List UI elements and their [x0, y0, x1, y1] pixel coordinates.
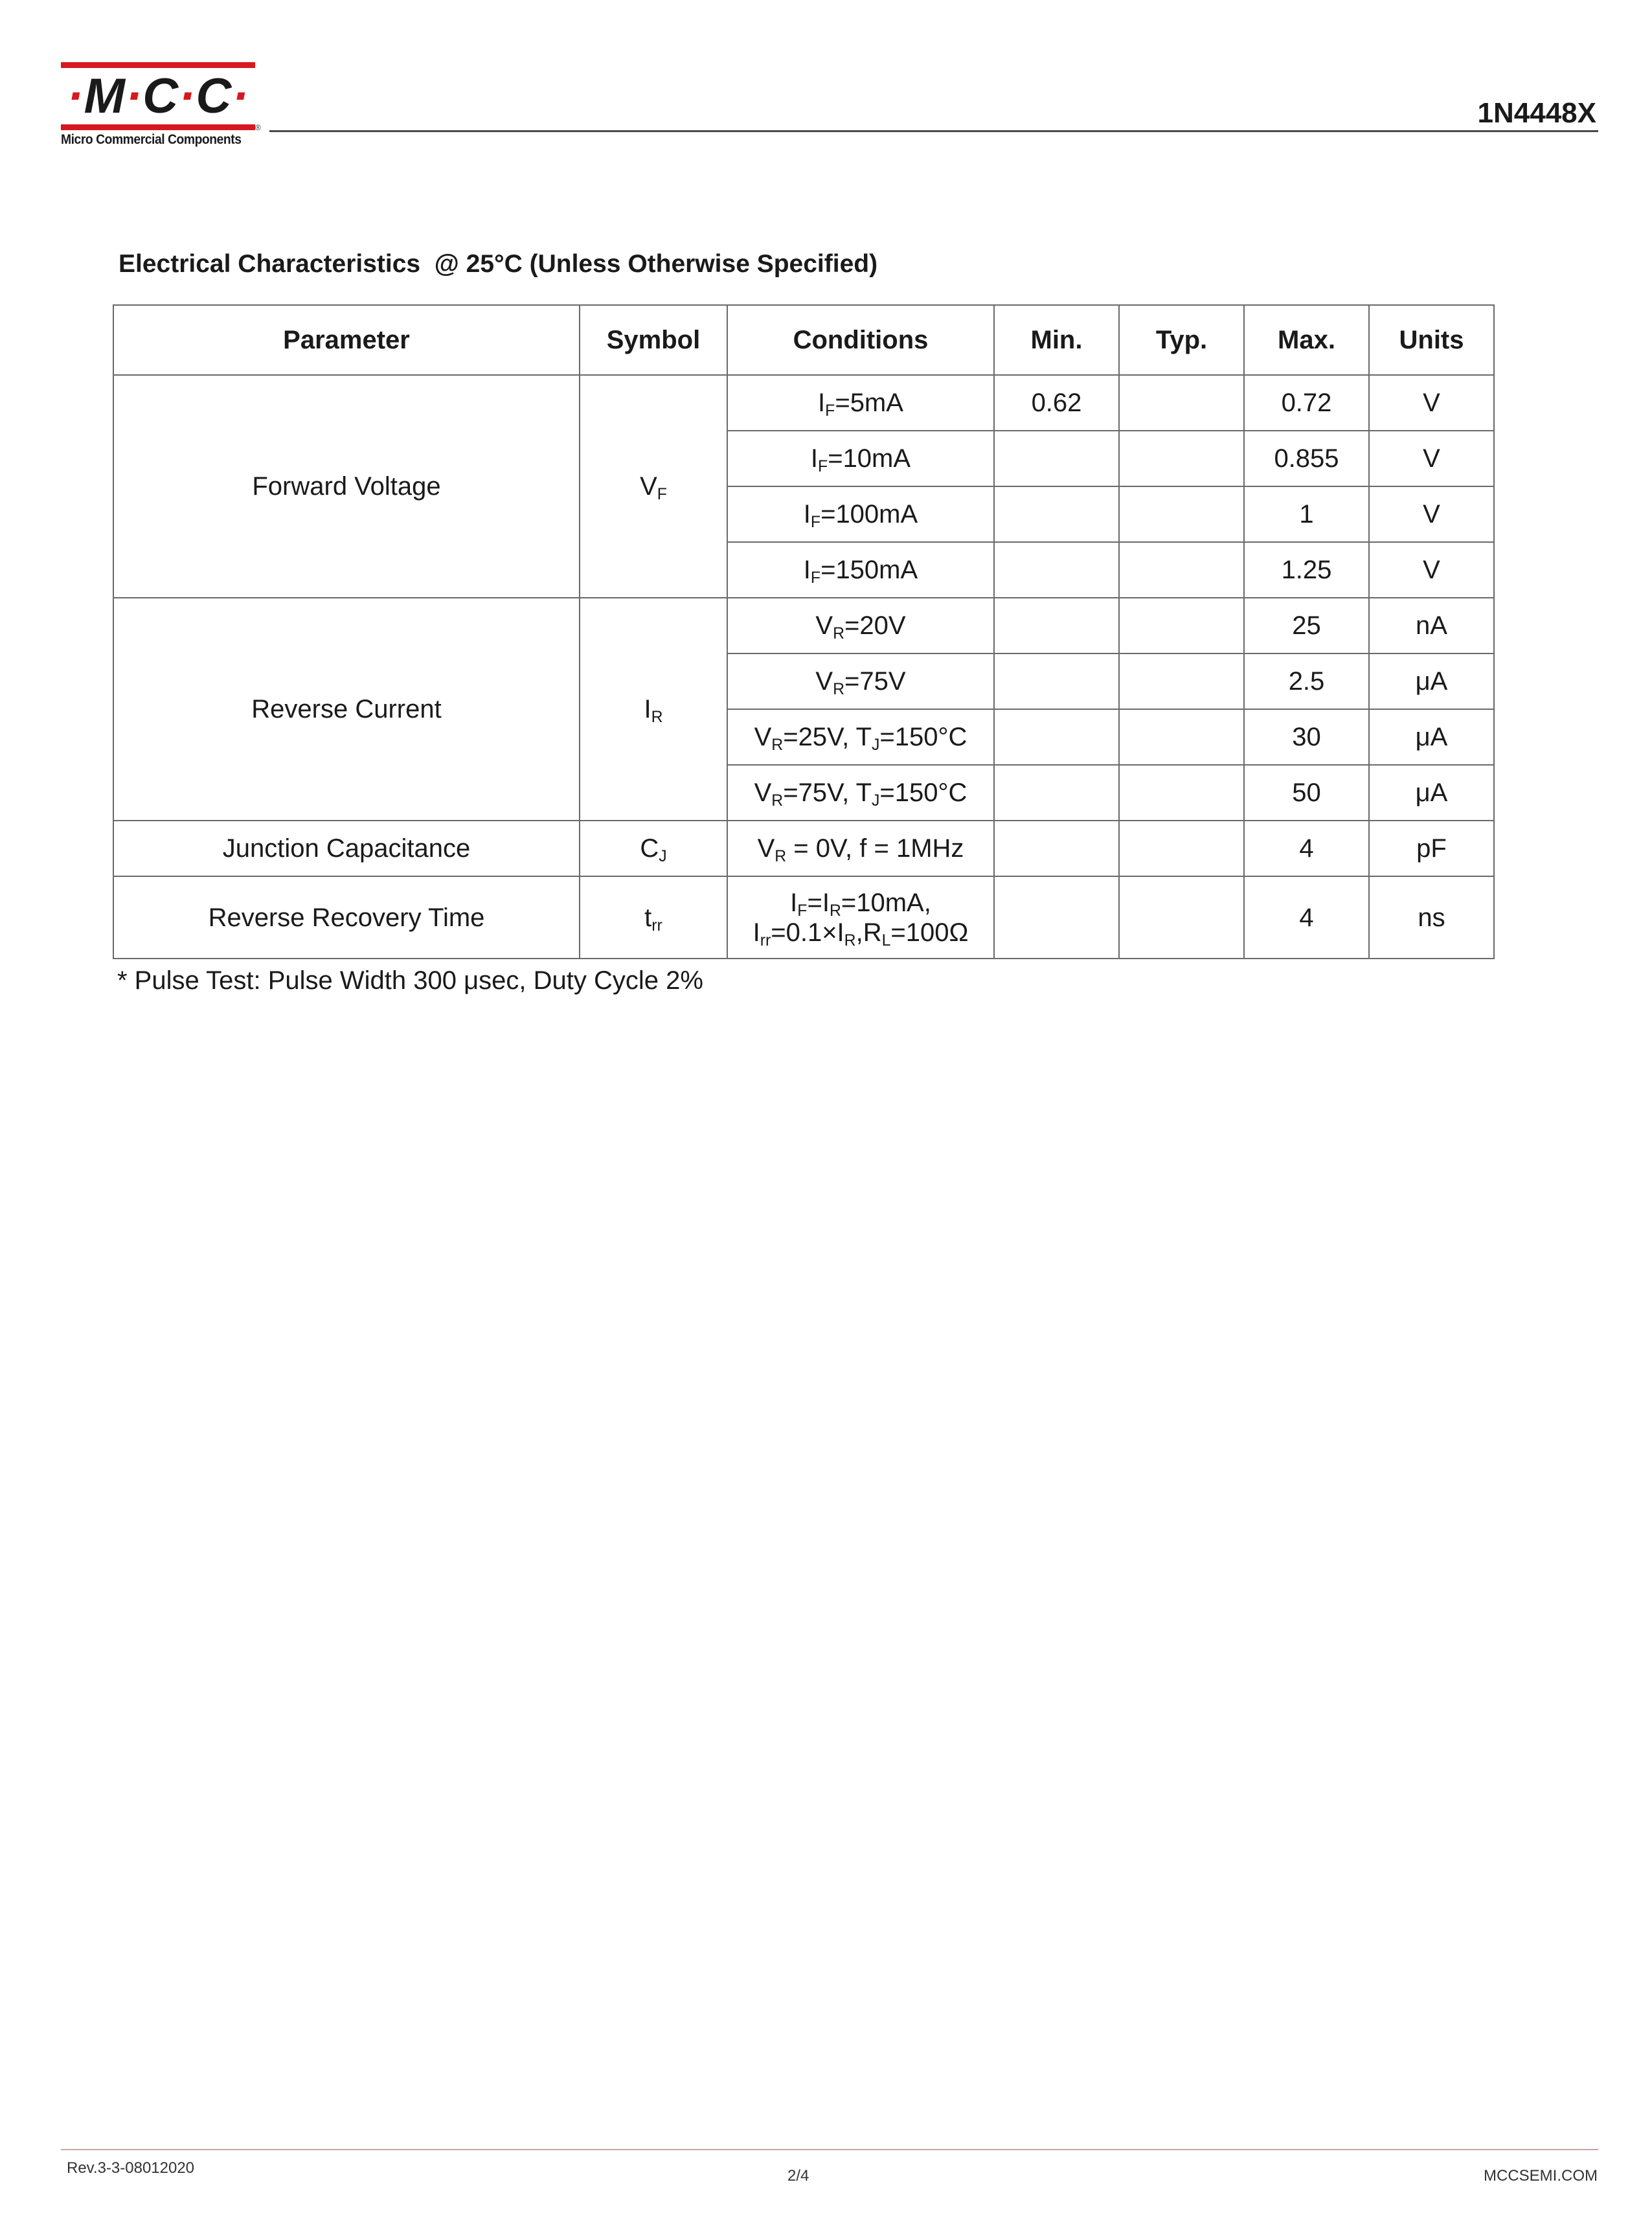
typ-cell — [1119, 598, 1244, 653]
typ-cell — [1119, 765, 1244, 821]
registered-mark: ® — [255, 123, 261, 132]
table-row — [113, 375, 1494, 431]
max-cell: 50 — [1244, 765, 1369, 821]
header-max: Max. — [1244, 305, 1369, 375]
header-typ: Typ. — [1119, 305, 1244, 375]
typ-cell — [1119, 653, 1244, 709]
conditions-cell: $V_R=75V$, $T_J=150^\circ C$ — [727, 765, 994, 821]
min-cell — [994, 653, 1119, 709]
min-cell — [994, 876, 1119, 959]
header-rule — [269, 130, 1598, 132]
symbol-cell: $C_J$ — [580, 821, 727, 876]
min-cell — [994, 821, 1119, 876]
typ-cell — [1119, 431, 1244, 486]
conditions-cell: $V_R=20V$ — [727, 598, 994, 653]
table-row — [113, 821, 1494, 876]
typ-cell — [1119, 709, 1244, 765]
units-cell: μA — [1369, 709, 1494, 765]
min-cell — [994, 709, 1119, 765]
header-conditions: Conditions — [727, 305, 994, 375]
min-cell — [994, 431, 1119, 486]
max-cell: 0.72 — [1244, 375, 1369, 431]
conditions-cell: $I_F=100mA$ — [727, 486, 994, 542]
units-cell: V — [1369, 542, 1494, 598]
max-cell: 1.25 — [1244, 542, 1369, 598]
min-cell — [994, 542, 1119, 598]
parameter-cell: Junction Capacitance — [113, 821, 580, 876]
electrical-characteristics-table — [113, 304, 1495, 959]
typ-cell — [1119, 821, 1244, 876]
max-cell: 2.5 — [1244, 653, 1369, 709]
parameter-cell: Reverse Current — [113, 598, 580, 821]
conditions-cell: $I_F=I_R=10mA$, $I_{rr}=0.1\times I_R,R_L=100\Omega$ — [727, 876, 994, 959]
conditions-cell: $I_F=150mA$ — [727, 542, 994, 598]
typ-cell — [1119, 542, 1244, 598]
conditions-cell: $V_R=75V$ — [727, 653, 994, 709]
header-parameter: Parameter — [113, 305, 580, 375]
logo-bottom-bar — [61, 124, 255, 130]
units-cell: V — [1369, 431, 1494, 486]
mcc-logo — [61, 62, 259, 149]
revision-label: Rev.3-3-08012020 — [67, 2159, 195, 2177]
symbol-cell: $V_F$ — [580, 375, 727, 598]
conditions-cell: $V_R=25V$, $T_J=150^\circ C$ — [727, 709, 994, 765]
units-cell: μA — [1369, 653, 1494, 709]
table-row — [113, 876, 1494, 959]
table-header-row — [113, 305, 1494, 375]
section-title: Electrical Characteristics @ 25°C (Unless Otherwise Specified) — [119, 250, 878, 278]
header-symbol: Symbol — [580, 305, 727, 375]
header-min: Min. — [994, 305, 1119, 375]
conditions-cell: $I_F=10mA$ — [727, 431, 994, 486]
website-label: MCCSEMI.COM — [1484, 2167, 1598, 2185]
company-name: Micro Commercial Components — [61, 132, 242, 147]
header-units: Units — [1369, 305, 1494, 375]
part-number: 1N4448X — [1477, 97, 1596, 129]
max-cell: 4 — [1244, 876, 1369, 959]
typ-cell — [1119, 486, 1244, 542]
min-cell: 0.62 — [994, 375, 1119, 431]
min-cell — [994, 598, 1119, 653]
logo-top-bar — [61, 62, 255, 68]
units-cell: V — [1369, 486, 1494, 542]
table-row — [113, 598, 1494, 653]
footnote: * Pulse Test: Pulse Width 300 μsec, Duty Cycle 2% — [117, 966, 703, 995]
logo-mark: ·M·C·C· — [67, 69, 249, 124]
max-cell: 0.855 — [1244, 431, 1369, 486]
conditions-cell: $V_R = 0V$, f = 1MHz — [727, 821, 994, 876]
table-body — [113, 375, 1494, 959]
min-cell — [994, 765, 1119, 821]
units-cell: ns — [1369, 876, 1494, 959]
parameter-cell: Forward Voltage — [113, 375, 580, 598]
max-cell: 1 — [1244, 486, 1369, 542]
max-cell: 30 — [1244, 709, 1369, 765]
units-cell: pF — [1369, 821, 1494, 876]
min-cell — [994, 486, 1119, 542]
typ-cell — [1119, 375, 1244, 431]
symbol-cell: $I_R$ — [580, 598, 727, 821]
symbol-cell: $t_{rr}$ — [580, 876, 727, 959]
conditions-cell: $I_F=5mA$ — [727, 375, 994, 431]
max-cell: 4 — [1244, 821, 1369, 876]
parameter-cell: Reverse Recovery Time — [113, 876, 580, 959]
typ-cell — [1119, 876, 1244, 959]
units-cell: V — [1369, 375, 1494, 431]
page-number: 2/4 — [787, 2167, 809, 2185]
max-cell: 25 — [1244, 598, 1369, 653]
units-cell: μA — [1369, 765, 1494, 821]
footer-rule — [61, 2149, 1598, 2150]
units-cell: nA — [1369, 598, 1494, 653]
